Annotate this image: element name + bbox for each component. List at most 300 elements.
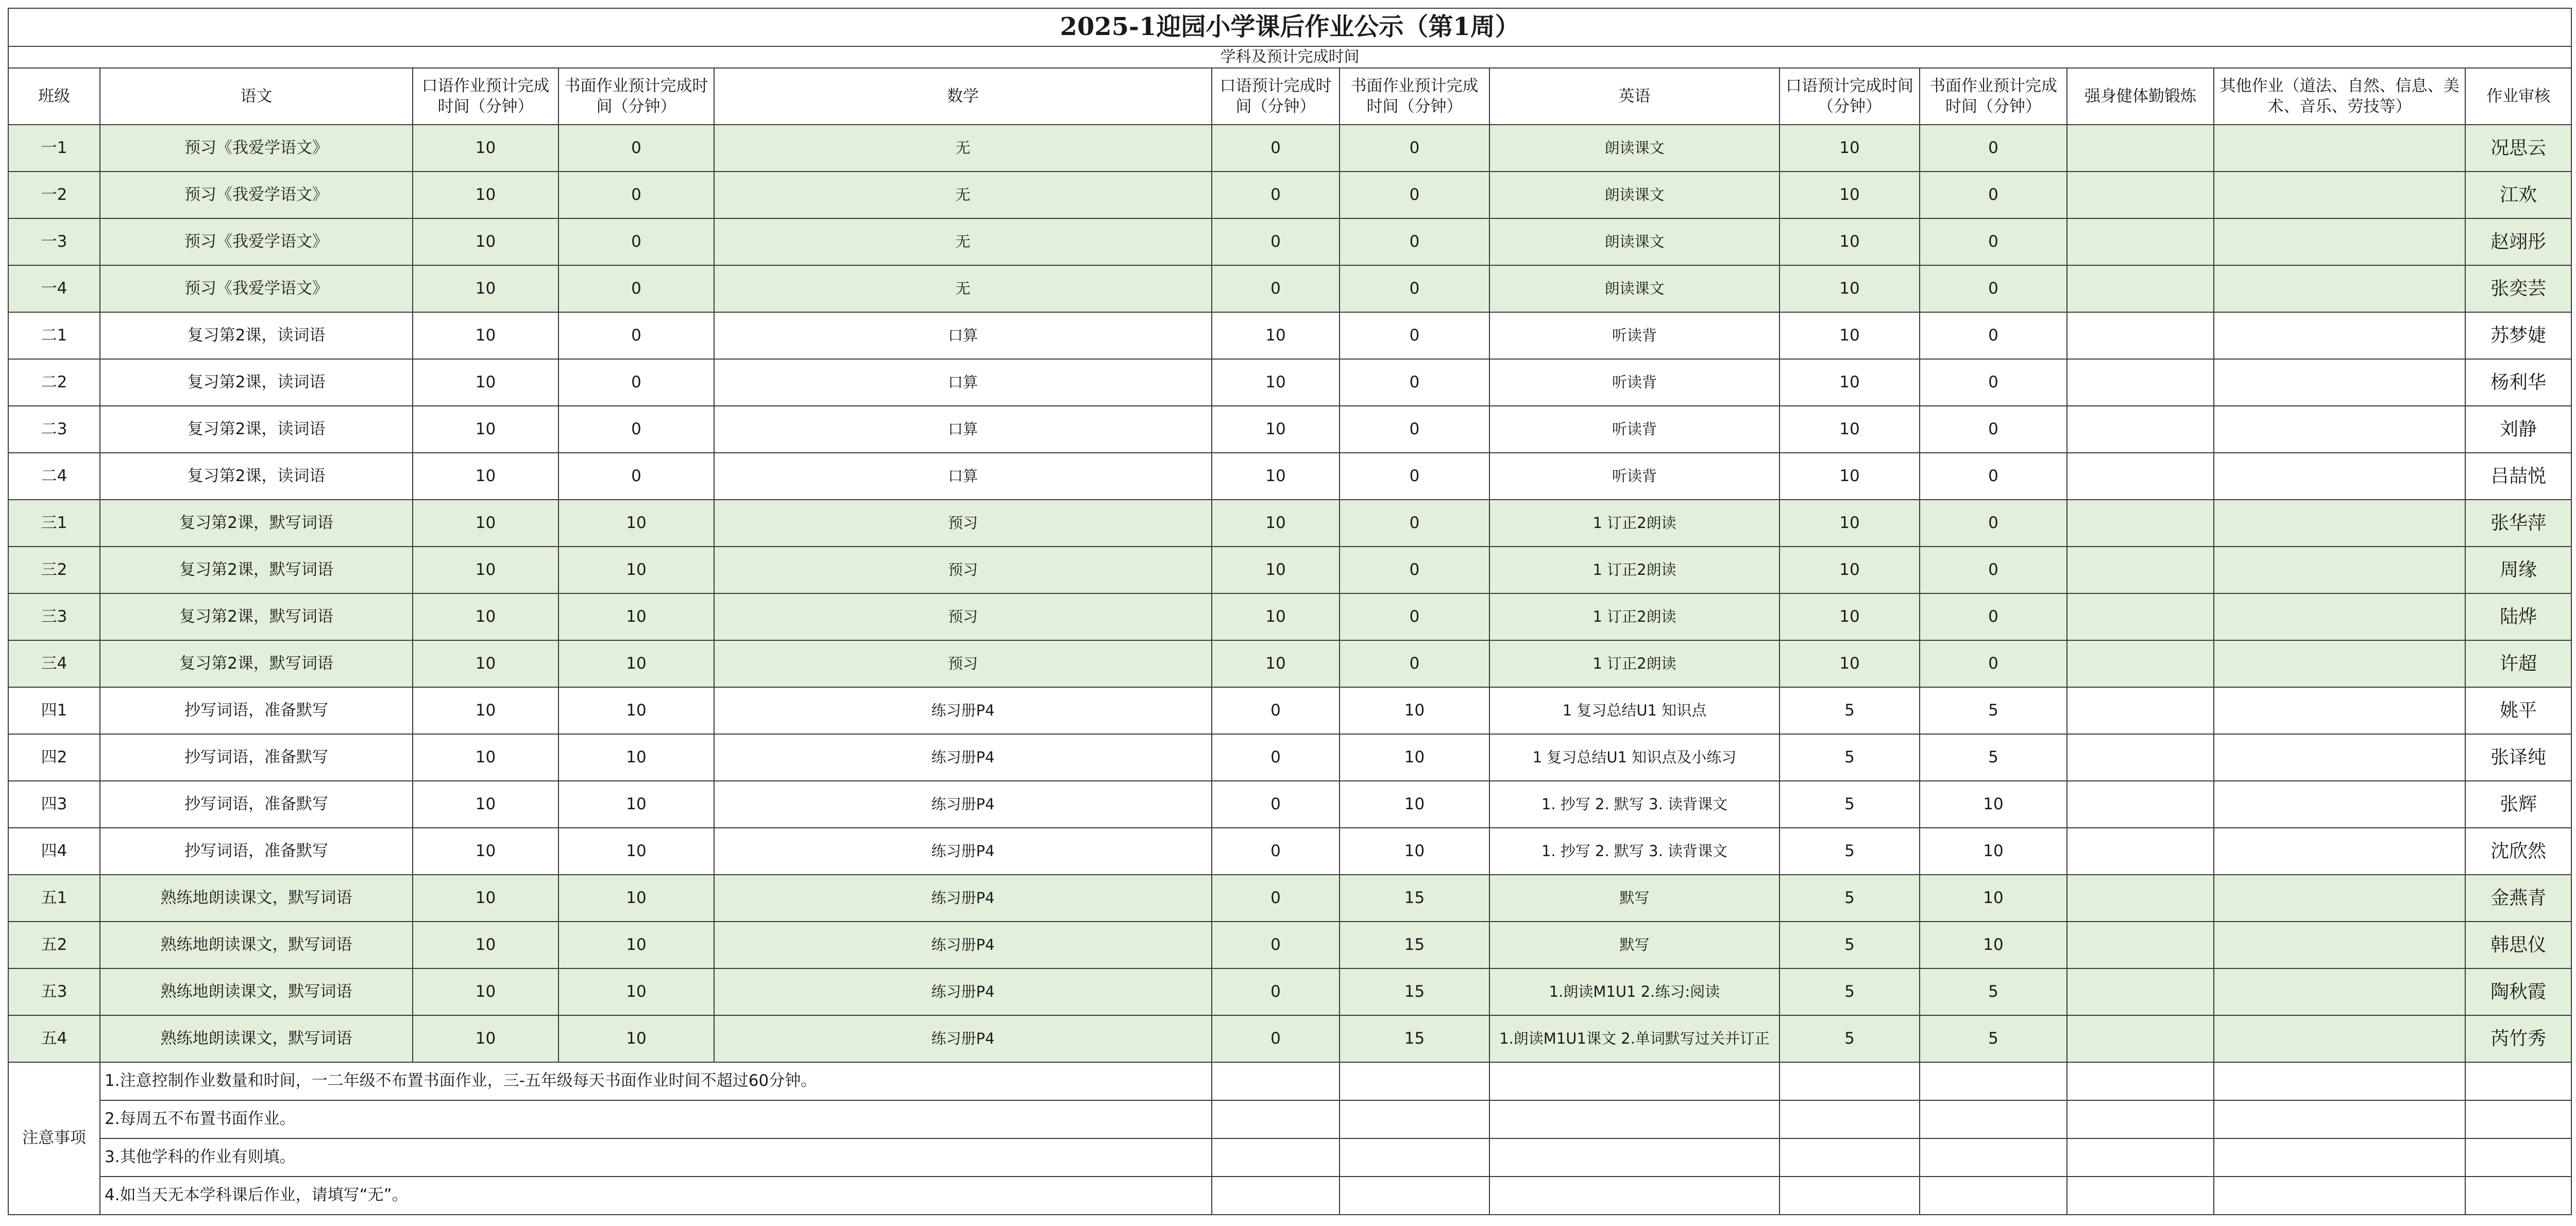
exercise-cell	[2067, 547, 2214, 593]
english-oral-cell: 5	[1780, 1015, 1920, 1062]
chinese-oral-cell: 10	[413, 593, 558, 640]
math-cell: 练习册P4	[714, 922, 1212, 968]
math-oral-cell: 0	[1212, 172, 1340, 218]
exercise-cell	[2067, 875, 2214, 922]
chinese-oral-cell: 10	[413, 875, 558, 922]
header-exercise: 强身健体勤锻炼	[2067, 68, 2214, 125]
empty-cell	[2214, 1100, 2465, 1138]
math-cell: 练习册P4	[714, 875, 1212, 922]
english-oral-cell: 10	[1780, 359, 1920, 406]
english-cell: 1.朗读M1U1课文 2.单词默写过关并订正	[1489, 1015, 1780, 1062]
header-reviewer: 作业审核	[2465, 68, 2571, 125]
math-cell: 口算	[714, 312, 1212, 359]
reviewer-cell: 沈欣然	[2465, 828, 2571, 875]
english-oral-cell: 5	[1780, 968, 1920, 1015]
math-cell: 无	[714, 218, 1212, 265]
math-oral-cell: 10	[1212, 406, 1340, 453]
exercise-cell	[2067, 265, 2214, 312]
other-cell	[2214, 968, 2465, 1015]
empty-cell	[1340, 1177, 1489, 1215]
math-written-cell: 15	[1340, 922, 1489, 968]
chinese-written-cell: 0	[558, 453, 714, 500]
exercise-cell	[2067, 828, 2214, 875]
table-row	[8, 125, 2571, 172]
exercise-cell	[2067, 687, 2214, 734]
reviewer-cell: 赵翊彤	[2465, 218, 2571, 265]
empty-cell	[2465, 1138, 2571, 1177]
math-oral-cell: 0	[1212, 781, 1340, 828]
chinese-cell: 复习第2课，默写词语	[100, 547, 413, 593]
english-oral-cell: 10	[1780, 406, 1920, 453]
notes-label: 注意事项	[8, 1062, 100, 1215]
empty-cell	[1489, 1177, 1780, 1215]
header-english-written-time: 书面作业预计完成时间（分钟）	[1920, 68, 2067, 125]
math-cell: 练习册P4	[714, 1015, 1212, 1062]
chinese-cell: 复习第2课，读词语	[100, 359, 413, 406]
english-oral-cell: 10	[1780, 593, 1920, 640]
chinese-oral-cell: 10	[413, 734, 558, 781]
chinese-cell: 复习第2课，读词语	[100, 406, 413, 453]
homework-table	[8, 8, 2572, 1215]
english-oral-cell: 10	[1780, 312, 1920, 359]
english-written-cell: 5	[1920, 1015, 2067, 1062]
math-written-cell: 0	[1340, 406, 1489, 453]
english-cell: 朗读课文	[1489, 172, 1780, 218]
other-cell	[2214, 453, 2465, 500]
english-written-cell: 10	[1920, 922, 2067, 968]
math-oral-cell: 10	[1212, 547, 1340, 593]
chinese-cell: 预习《我爱学语文》	[100, 125, 413, 172]
empty-cell	[2214, 1138, 2465, 1177]
math-oral-cell: 10	[1212, 593, 1340, 640]
chinese-cell: 熟练地朗读课文，默写词语	[100, 875, 413, 922]
empty-cell	[1920, 1177, 2067, 1215]
table-row	[8, 734, 2571, 781]
header-chinese-oral-time: 口语作业预计完成时间（分钟）	[413, 68, 558, 125]
chinese-cell: 抄写词语，准备默写	[100, 734, 413, 781]
english-cell: 朗读课文	[1489, 265, 1780, 312]
other-cell	[2214, 218, 2465, 265]
math-oral-cell: 0	[1212, 922, 1340, 968]
note-text: 3.其他学科的作业有则填。	[100, 1138, 1212, 1177]
other-cell	[2214, 172, 2465, 218]
math-oral-cell: 0	[1212, 828, 1340, 875]
table-row	[8, 875, 2571, 922]
class-cell: 四3	[8, 781, 100, 828]
math-cell: 口算	[714, 359, 1212, 406]
other-cell	[2214, 547, 2465, 593]
english-written-cell: 10	[1920, 828, 2067, 875]
chinese-written-cell: 10	[558, 922, 714, 968]
class-cell: 三4	[8, 640, 100, 687]
empty-cell	[1340, 1138, 1489, 1177]
english-written-cell: 0	[1920, 547, 2067, 593]
math-oral-cell: 0	[1212, 968, 1340, 1015]
table-row	[8, 968, 2571, 1015]
english-oral-cell: 10	[1780, 265, 1920, 312]
empty-cell	[2067, 1138, 2214, 1177]
chinese-oral-cell: 10	[413, 968, 558, 1015]
english-cell: 1 订正2朗读	[1489, 500, 1780, 547]
class-cell: 一3	[8, 218, 100, 265]
class-cell: 二1	[8, 312, 100, 359]
math-oral-cell: 0	[1212, 1015, 1340, 1062]
chinese-oral-cell: 10	[413, 172, 558, 218]
chinese-written-cell: 0	[558, 312, 714, 359]
note-text: 1.注意控制作业数量和时间，一二年级不布置书面作业，三-五年级每天书面作业时间不超过60分钟。	[100, 1062, 1212, 1100]
empty-cell	[1920, 1100, 2067, 1138]
other-cell	[2214, 922, 2465, 968]
class-cell: 一1	[8, 125, 100, 172]
table-row	[8, 172, 2571, 218]
english-written-cell: 0	[1920, 359, 2067, 406]
english-cell: 1 订正2朗读	[1489, 593, 1780, 640]
empty-cell	[1780, 1062, 1920, 1100]
math-cell: 无	[714, 265, 1212, 312]
note-row	[8, 1062, 2571, 1100]
other-cell	[2214, 359, 2465, 406]
math-written-cell: 0	[1340, 640, 1489, 687]
math-written-cell: 0	[1340, 172, 1489, 218]
english-cell: 1.朗读M1U1 2.练习:阅读	[1489, 968, 1780, 1015]
english-oral-cell: 10	[1780, 547, 1920, 593]
class-cell: 三1	[8, 500, 100, 547]
empty-cell	[2214, 1062, 2465, 1100]
chinese-oral-cell: 10	[413, 640, 558, 687]
class-cell: 二3	[8, 406, 100, 453]
math-cell: 预习	[714, 500, 1212, 547]
chinese-cell: 复习第2课，默写词语	[100, 593, 413, 640]
english-oral-cell: 5	[1780, 734, 1920, 781]
chinese-oral-cell: 10	[413, 500, 558, 547]
math-oral-cell: 10	[1212, 500, 1340, 547]
reviewer-cell: 芮竹秀	[2465, 1015, 2571, 1062]
empty-cell	[1780, 1177, 1920, 1215]
exercise-cell	[2067, 734, 2214, 781]
math-cell: 练习册P4	[714, 781, 1212, 828]
math-oral-cell: 0	[1212, 687, 1340, 734]
class-cell: 五1	[8, 875, 100, 922]
table-row	[8, 828, 2571, 875]
empty-cell	[2465, 1062, 2571, 1100]
other-cell	[2214, 875, 2465, 922]
english-oral-cell: 10	[1780, 453, 1920, 500]
table-row	[8, 500, 2571, 547]
note-row	[8, 1100, 2571, 1138]
math-written-cell: 0	[1340, 453, 1489, 500]
table-row	[8, 922, 2571, 968]
other-cell	[2214, 500, 2465, 547]
empty-cell	[1212, 1062, 1340, 1100]
reviewer-cell: 陆烨	[2465, 593, 2571, 640]
chinese-cell: 抄写词语，准备默写	[100, 828, 413, 875]
other-cell	[2214, 406, 2465, 453]
table-row	[8, 359, 2571, 406]
english-cell: 1 复习总结U1 知识点	[1489, 687, 1780, 734]
chinese-oral-cell: 10	[413, 922, 558, 968]
other-cell	[2214, 734, 2465, 781]
chinese-written-cell: 0	[558, 265, 714, 312]
reviewer-cell: 张华萍	[2465, 500, 2571, 547]
chinese-cell: 复习第2课，默写词语	[100, 640, 413, 687]
english-cell: 默写	[1489, 922, 1780, 968]
english-written-cell: 0	[1920, 406, 2067, 453]
empty-cell	[1340, 1100, 1489, 1138]
class-cell: 二2	[8, 359, 100, 406]
chinese-written-cell: 10	[558, 593, 714, 640]
english-written-cell: 0	[1920, 453, 2067, 500]
math-cell: 无	[714, 172, 1212, 218]
class-cell: 四1	[8, 687, 100, 734]
reviewer-cell: 周缘	[2465, 547, 2571, 593]
empty-cell	[1489, 1100, 1780, 1138]
empty-cell	[1212, 1100, 1340, 1138]
english-oral-cell: 10	[1780, 125, 1920, 172]
reviewer-cell: 吕喆悦	[2465, 453, 2571, 500]
class-cell: 三3	[8, 593, 100, 640]
table-row	[8, 547, 2571, 593]
exercise-cell	[2067, 500, 2214, 547]
english-written-cell: 5	[1920, 687, 2067, 734]
math-cell: 练习册P4	[714, 687, 1212, 734]
chinese-written-cell: 10	[558, 734, 714, 781]
english-written-cell: 10	[1920, 781, 2067, 828]
english-written-cell: 0	[1920, 218, 2067, 265]
header-other: 其他作业（道法、自然、信息、美术、音乐、劳技等）	[2214, 68, 2465, 125]
math-written-cell: 0	[1340, 312, 1489, 359]
sheet-subtitle: 学科及预计完成时间	[8, 46, 2571, 68]
reviewer-cell: 苏梦婕	[2465, 312, 2571, 359]
other-cell	[2214, 593, 2465, 640]
chinese-written-cell: 10	[558, 1015, 714, 1062]
chinese-cell: 复习第2课，读词语	[100, 312, 413, 359]
english-cell: 听读背	[1489, 359, 1780, 406]
header-chinese: 语文	[100, 68, 413, 125]
class-cell: 三2	[8, 547, 100, 593]
empty-cell	[1489, 1062, 1780, 1100]
math-written-cell: 0	[1340, 547, 1489, 593]
chinese-cell: 预习《我爱学语文》	[100, 265, 413, 312]
exercise-cell	[2067, 172, 2214, 218]
exercise-cell	[2067, 922, 2214, 968]
table-row	[8, 593, 2571, 640]
math-oral-cell: 0	[1212, 265, 1340, 312]
reviewer-cell: 张辉	[2465, 781, 2571, 828]
other-cell	[2214, 1015, 2465, 1062]
other-cell	[2214, 687, 2465, 734]
math-oral-cell: 0	[1212, 125, 1340, 172]
chinese-written-cell: 0	[558, 406, 714, 453]
english-oral-cell: 5	[1780, 687, 1920, 734]
chinese-cell: 抄写词语，准备默写	[100, 781, 413, 828]
empty-cell	[2067, 1062, 2214, 1100]
chinese-written-cell: 10	[558, 547, 714, 593]
other-cell	[2214, 828, 2465, 875]
math-written-cell: 10	[1340, 781, 1489, 828]
table-row	[8, 265, 2571, 312]
header-math: 数学	[714, 68, 1212, 125]
empty-cell	[2067, 1100, 2214, 1138]
english-written-cell: 10	[1920, 875, 2067, 922]
math-written-cell: 0	[1340, 265, 1489, 312]
math-written-cell: 10	[1340, 734, 1489, 781]
other-cell	[2214, 640, 2465, 687]
table-row	[8, 640, 2571, 687]
reviewer-cell: 陶秋霞	[2465, 968, 2571, 1015]
math-cell: 无	[714, 125, 1212, 172]
class-cell: 四2	[8, 734, 100, 781]
empty-cell	[2214, 1177, 2465, 1215]
math-oral-cell: 0	[1212, 218, 1340, 265]
chinese-oral-cell: 10	[413, 453, 558, 500]
english-written-cell: 0	[1920, 640, 2067, 687]
english-oral-cell: 5	[1780, 828, 1920, 875]
math-cell: 预习	[714, 640, 1212, 687]
reviewer-cell: 韩思仪	[2465, 922, 2571, 968]
english-cell: 听读背	[1489, 312, 1780, 359]
chinese-written-cell: 0	[558, 359, 714, 406]
other-cell	[2214, 781, 2465, 828]
class-cell: 五3	[8, 968, 100, 1015]
empty-cell	[1780, 1138, 1920, 1177]
class-cell: 五4	[8, 1015, 100, 1062]
exercise-cell	[2067, 125, 2214, 172]
math-written-cell: 15	[1340, 1015, 1489, 1062]
header-math-written-time: 书面作业预计完成时间（分钟）	[1340, 68, 1489, 125]
note-row	[8, 1177, 2571, 1215]
chinese-written-cell: 10	[558, 781, 714, 828]
math-cell: 口算	[714, 453, 1212, 500]
math-oral-cell: 10	[1212, 640, 1340, 687]
chinese-written-cell: 10	[558, 500, 714, 547]
chinese-written-cell: 0	[558, 125, 714, 172]
table-row	[8, 687, 2571, 734]
empty-cell	[1212, 1177, 1340, 1215]
math-written-cell: 0	[1340, 125, 1489, 172]
chinese-written-cell: 0	[558, 218, 714, 265]
empty-cell	[1212, 1138, 1340, 1177]
english-oral-cell: 10	[1780, 172, 1920, 218]
other-cell	[2214, 125, 2465, 172]
english-oral-cell: 10	[1780, 640, 1920, 687]
chinese-oral-cell: 10	[413, 828, 558, 875]
reviewer-cell: 金燕青	[2465, 875, 2571, 922]
empty-cell	[1920, 1062, 2067, 1100]
math-oral-cell: 0	[1212, 875, 1340, 922]
chinese-cell: 复习第2课，默写词语	[100, 500, 413, 547]
english-written-cell: 0	[1920, 593, 2067, 640]
chinese-oral-cell: 10	[413, 359, 558, 406]
exercise-cell	[2067, 312, 2214, 359]
empty-cell	[2465, 1177, 2571, 1215]
english-written-cell: 0	[1920, 312, 2067, 359]
exercise-cell	[2067, 406, 2214, 453]
math-oral-cell: 10	[1212, 359, 1340, 406]
chinese-cell: 复习第2课，读词语	[100, 453, 413, 500]
empty-cell	[1340, 1062, 1489, 1100]
reviewer-cell: 江欢	[2465, 172, 2571, 218]
english-cell: 1. 抄写 2. 默写 3. 读背课文	[1489, 781, 1780, 828]
math-written-cell: 15	[1340, 968, 1489, 1015]
math-cell: 口算	[714, 406, 1212, 453]
exercise-cell	[2067, 968, 2214, 1015]
exercise-cell	[2067, 593, 2214, 640]
header-chinese-written-time: 书面作业预计完成时间（分钟）	[558, 68, 714, 125]
math-written-cell: 10	[1340, 828, 1489, 875]
math-written-cell: 0	[1340, 593, 1489, 640]
math-cell: 练习册P4	[714, 968, 1212, 1015]
english-cell: 1 复习总结U1 知识点及小练习	[1489, 734, 1780, 781]
math-oral-cell: 10	[1212, 453, 1340, 500]
english-written-cell: 0	[1920, 265, 2067, 312]
chinese-oral-cell: 10	[413, 265, 558, 312]
reviewer-cell: 况思云	[2465, 125, 2571, 172]
math-written-cell: 15	[1340, 875, 1489, 922]
sheet-title: 2025-1迎园小学课后作业公示（第1周）	[8, 8, 2571, 46]
reviewer-cell: 张译纯	[2465, 734, 2571, 781]
english-written-cell: 0	[1920, 500, 2067, 547]
note-text: 2.每周五不布置书面作业。	[100, 1100, 1212, 1138]
table-row	[8, 312, 2571, 359]
exercise-cell	[2067, 640, 2214, 687]
note-text: 4.如当天无本学科课后作业，请填写“无”。	[100, 1177, 1212, 1215]
chinese-cell: 抄写词语，准备默写	[100, 687, 413, 734]
note-row	[8, 1138, 2571, 1177]
chinese-oral-cell: 10	[413, 312, 558, 359]
table-row	[8, 1015, 2571, 1062]
english-written-cell: 5	[1920, 968, 2067, 1015]
empty-cell	[1489, 1138, 1780, 1177]
empty-cell	[2465, 1100, 2571, 1138]
english-oral-cell: 5	[1780, 781, 1920, 828]
chinese-cell: 预习《我爱学语文》	[100, 172, 413, 218]
math-oral-cell: 0	[1212, 734, 1340, 781]
math-written-cell: 0	[1340, 218, 1489, 265]
chinese-cell: 熟练地朗读课文，默写词语	[100, 922, 413, 968]
homework-sheet	[8, 8, 2571, 1215]
chinese-written-cell: 10	[558, 828, 714, 875]
table-row	[8, 406, 2571, 453]
exercise-cell	[2067, 1015, 2214, 1062]
english-cell: 1. 抄写 2. 默写 3. 读背课文	[1489, 828, 1780, 875]
chinese-oral-cell: 10	[413, 1015, 558, 1062]
chinese-oral-cell: 10	[413, 406, 558, 453]
empty-cell	[1920, 1138, 2067, 1177]
header-english: 英语	[1489, 68, 1780, 125]
english-written-cell: 0	[1920, 125, 2067, 172]
exercise-cell	[2067, 218, 2214, 265]
math-cell: 预习	[714, 593, 1212, 640]
exercise-cell	[2067, 781, 2214, 828]
chinese-written-cell: 10	[558, 875, 714, 922]
english-cell: 朗读课文	[1489, 125, 1780, 172]
chinese-oral-cell: 10	[413, 218, 558, 265]
chinese-oral-cell: 10	[413, 687, 558, 734]
english-oral-cell: 5	[1780, 922, 1920, 968]
math-written-cell: 0	[1340, 359, 1489, 406]
class-cell: 二4	[8, 453, 100, 500]
math-oral-cell: 10	[1212, 312, 1340, 359]
chinese-cell: 熟练地朗读课文，默写词语	[100, 1015, 413, 1062]
exercise-cell	[2067, 359, 2214, 406]
chinese-written-cell: 10	[558, 640, 714, 687]
english-oral-cell: 5	[1780, 875, 1920, 922]
header-row	[8, 68, 2571, 125]
reviewer-cell: 许超	[2465, 640, 2571, 687]
math-written-cell: 10	[1340, 687, 1489, 734]
chinese-oral-cell: 10	[413, 781, 558, 828]
chinese-cell: 熟练地朗读课文，默写词语	[100, 968, 413, 1015]
